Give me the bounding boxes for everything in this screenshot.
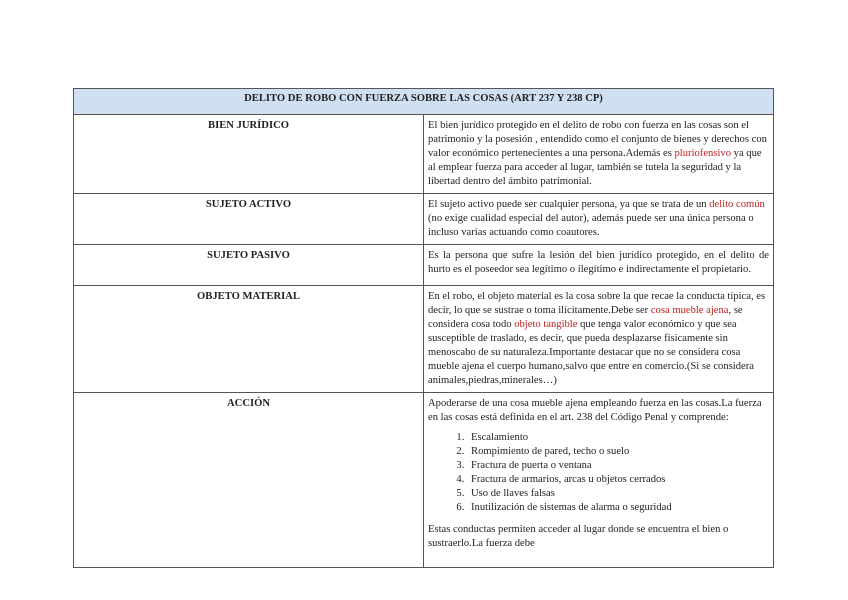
list-item: 6. Inutilización de sistemas de alarma o seguridad [467, 501, 769, 515]
content-sujeto-activo [424, 194, 774, 245]
label-sujeto-activo: SUJETO ACTIVO [74, 194, 424, 245]
highlight-term: cosa mueble ajena [650, 305, 729, 316]
highlight-term: objeto tangible [514, 319, 578, 330]
accion-outro: Estas conductas permiten acceder al lugar donde se encuentra el bien o sustraerlo.La fuerza debe [428, 524, 729, 549]
label-sujeto-pasivo: SUJETO PASIVO [74, 245, 424, 286]
row-sujeto-activo [74, 194, 774, 245]
label-accion: ACCIÓN [74, 393, 424, 568]
list-item: 1. Escalamiento [467, 431, 769, 445]
accion-list [428, 431, 769, 515]
label-bien-juridico: BIEN JURÍDICO [74, 115, 424, 194]
highlight-term: delito común [709, 199, 765, 210]
accion-intro: Apoderarse de una cosa mueble ajena empleando fuerza en las cosas.La fuerza en las cosas está definida en el art. 238 del Código Penal y comprende: [428, 398, 762, 423]
text: ya que al emplear fuerza para acceder al lugar, también se tutela la seguridad y la libertad dentro del ámbito patrimonial. [428, 148, 762, 187]
list-item: 4. Fractura de armarios, arcas u objetos cerrados [467, 473, 769, 487]
table-header-row [74, 89, 774, 115]
text: que tenga valor económico y que sea susceptible de traslado, es decir, que pueda desplazarse físicamente sin menoscabo de su naturaleza.Importante destacar que no se considera cosa mueble ajena el cuerpo humano,salvo que entre en comercio.(Si se considera animales,piedras,minerales…) [428, 319, 754, 386]
highlight-term: pluriofensivo [674, 148, 731, 159]
text: (no exige cualidad especial del autor), además puede ser una única persona o incluso varias actuando como coautores. [428, 213, 754, 238]
row-bien-juridico [74, 115, 774, 194]
robo-table [73, 88, 774, 568]
content-accion [424, 393, 774, 568]
content-sujeto-pasivo: Es la persona que sufre la lesión del bien jurídico protegido, en el delito de hurto es el poseedor sea legítimo o ilegítimo e indirectamente el propietario. [424, 245, 774, 286]
table-title: DELITO DE ROBO CON FUERZA SOBRE LAS COSAS (ART 237 Y 238 CP) [74, 89, 774, 115]
list-item: 2. Rompimiento de pared, techo o suelo [467, 445, 769, 459]
content-objeto-material [424, 286, 774, 393]
text: El sujeto activo puede ser cualquier persona, ya que se trata de un [428, 199, 710, 210]
label-objeto-material: OBJETO MATERIAL [74, 286, 424, 393]
row-accion [74, 393, 774, 568]
list-item: 5. Uso de llaves falsas [467, 487, 769, 501]
text: El bien jurídico protegido en el delito de robo con fuerza en las cosas son el patrimonio y la posesión , entendido como el conjunto de bienes y derechos con valor económico pertenecientes a una persona.Además es [428, 120, 767, 159]
row-objeto-material [74, 286, 774, 393]
row-sujeto-pasivo [74, 245, 774, 286]
text: , se considera cosa todo [428, 305, 743, 330]
content-bien-juridico [424, 115, 774, 194]
list-item: 3. Fractura de puerta o ventana [467, 459, 769, 473]
text: En el robo, el objeto material es la cosa sobre la que recae la conducta típica, es decir, lo que se sustrae o toma ilícitamente.Debe ser [428, 291, 766, 316]
